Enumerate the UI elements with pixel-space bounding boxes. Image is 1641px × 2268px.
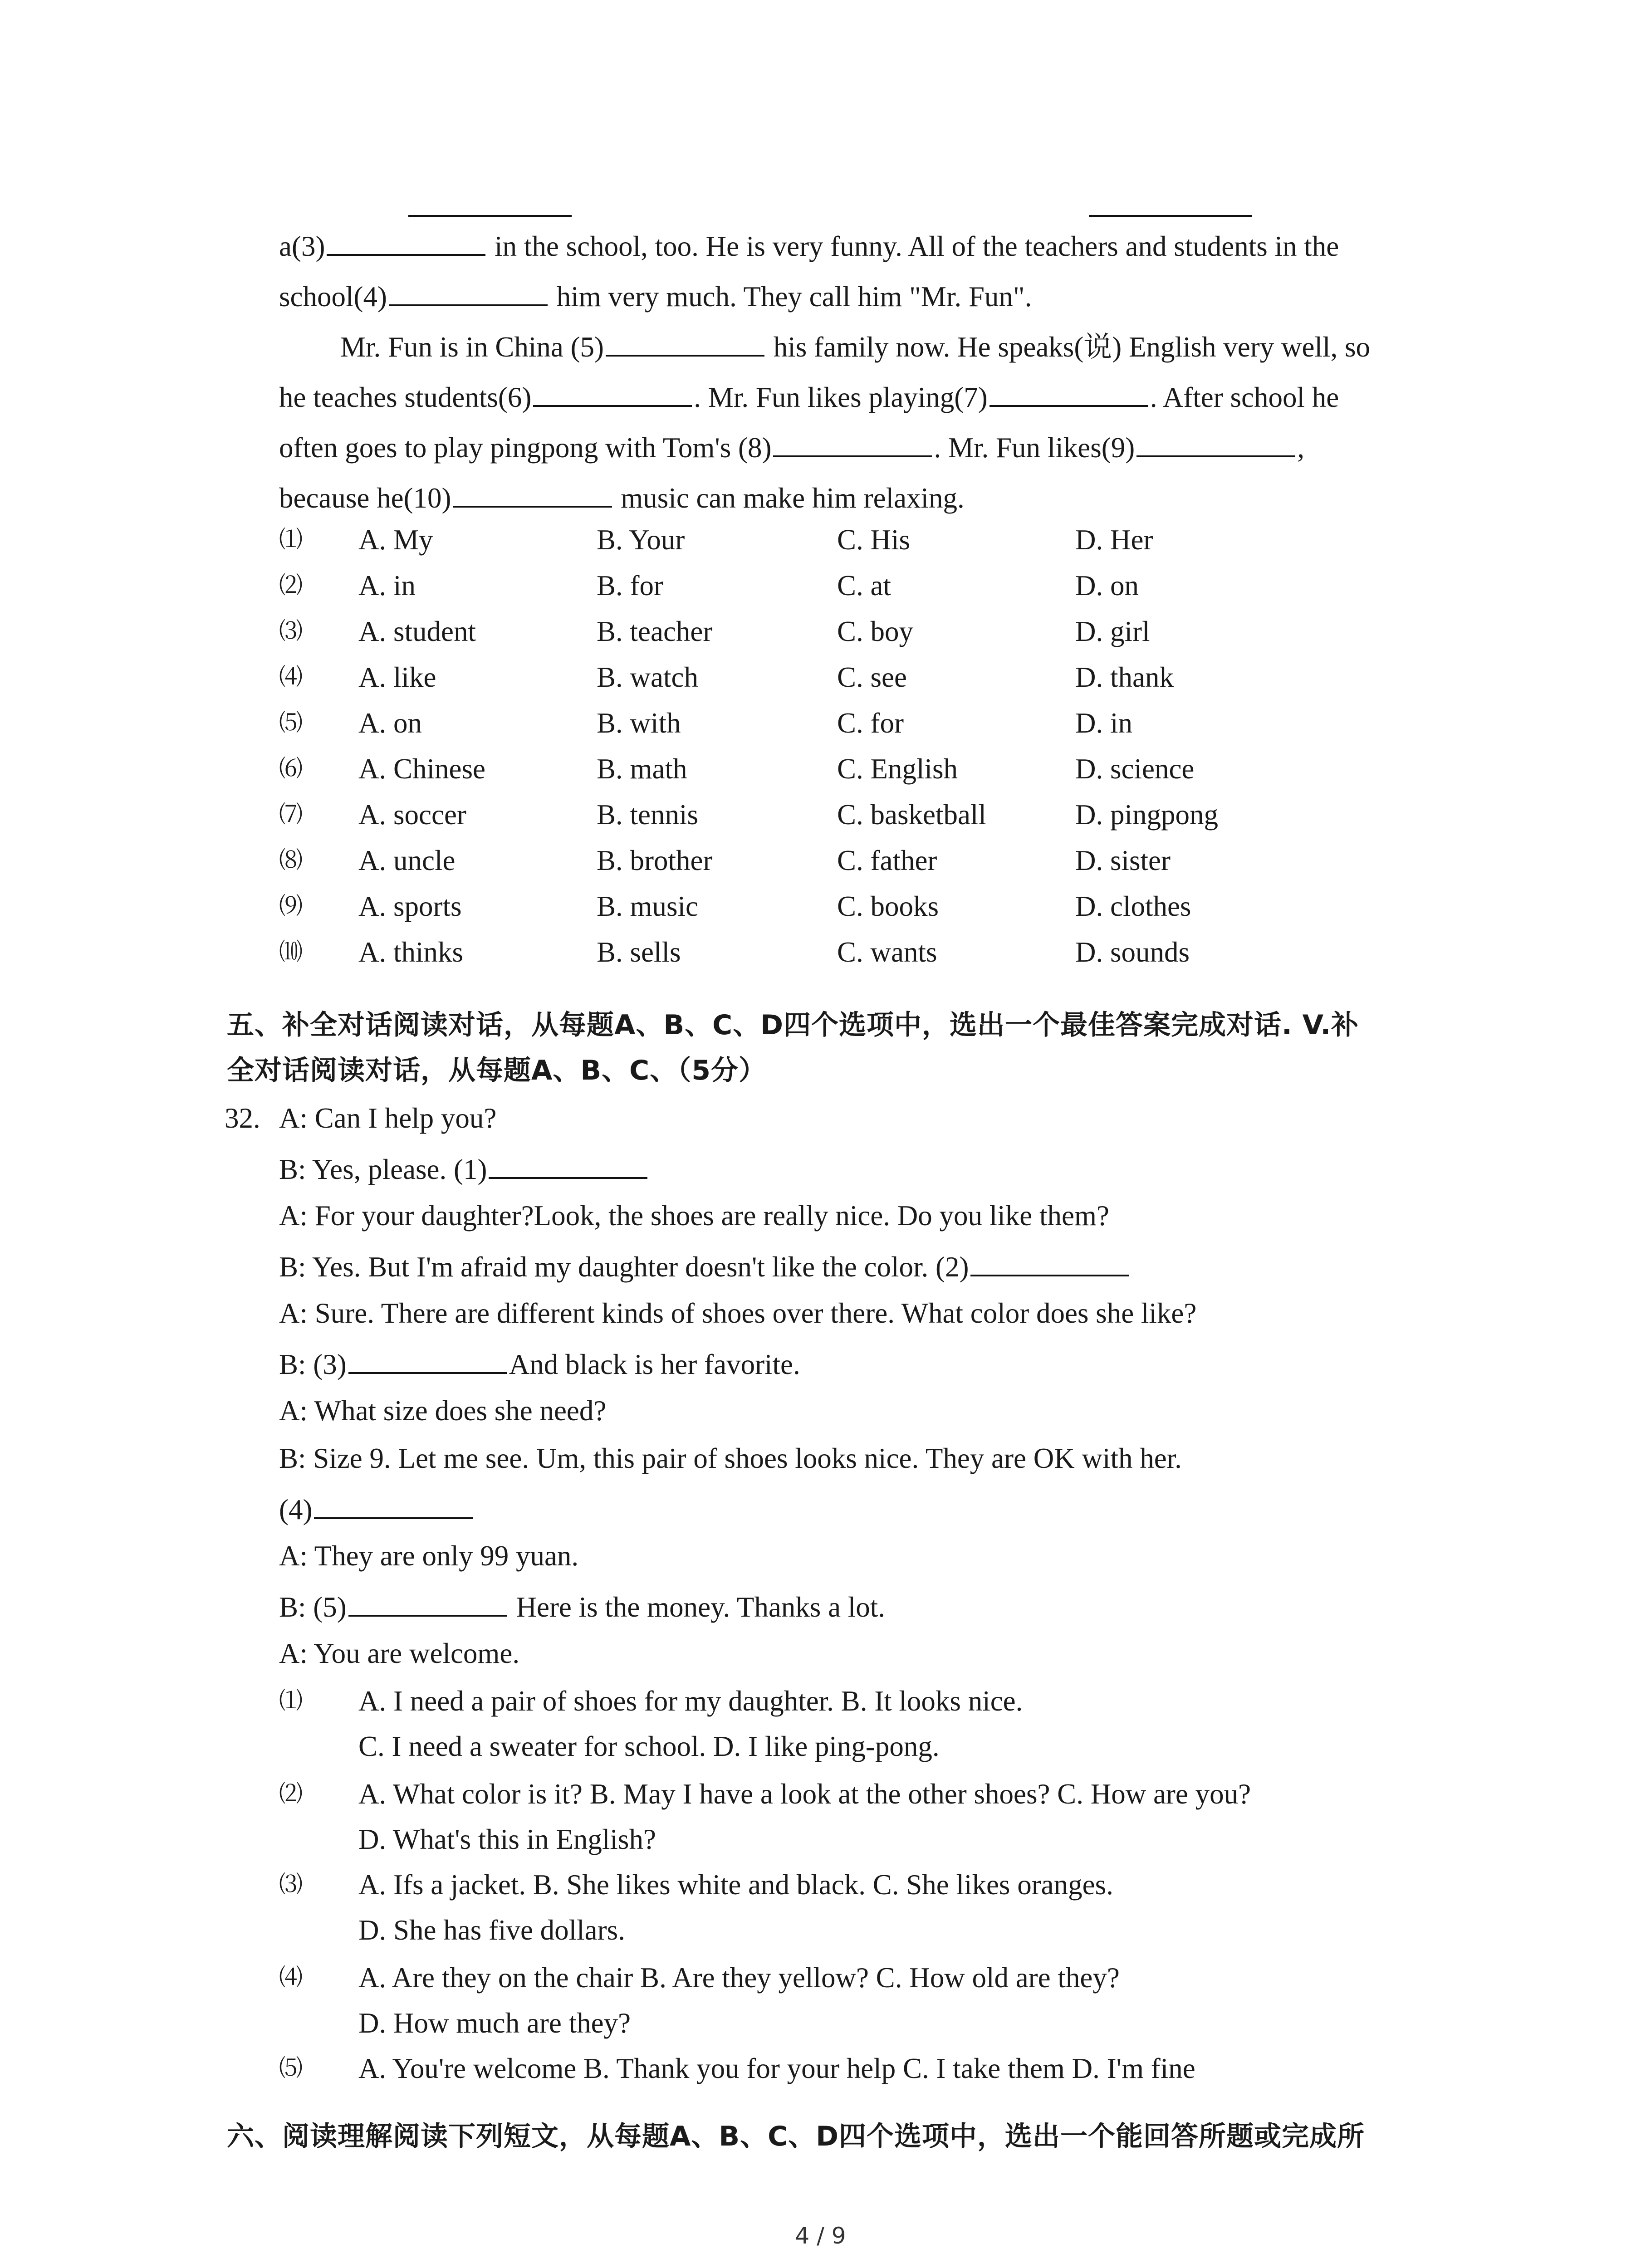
option-choice[interactable]: A. thinks [358, 936, 464, 968]
option-choices[interactable]: A. I need a pair of shoes for my daughter. B. It looks nice. [358, 1685, 1023, 1717]
option-number: ⑶ [279, 1871, 303, 1898]
option-choice[interactable]: A. like [358, 661, 436, 693]
option-number: ⑼ [279, 893, 303, 920]
option-choice[interactable]: D. thank [1075, 661, 1174, 693]
option-choice[interactable]: D. science [1075, 753, 1195, 785]
cloze-option-row [279, 705, 1459, 741]
page-number: 4 / 9 [795, 2223, 846, 2249]
blank-stub-left [408, 213, 572, 217]
cloze-option-row [279, 613, 1459, 650]
option-number: ⑸ [279, 2055, 303, 2082]
option-choice[interactable]: A. in [358, 570, 416, 601]
dialog-line: A: Can I help you? [279, 1102, 497, 1134]
dialog-option-row [279, 1683, 1481, 1719]
dialog-line: B: Size 9. Let me see. Um, this pair of shoes looks nice. They are OK with her. [279, 1442, 1182, 1474]
dialog-blank-1[interactable] [489, 1150, 647, 1179]
option-choice[interactable]: D. sounds [1075, 936, 1190, 968]
dialog-line: B: (3) And black is her favorite. [279, 1345, 1441, 1383]
blank-6[interactable] [533, 378, 692, 407]
dialog-line: A: What size does she need? [279, 1395, 607, 1427]
option-choices[interactable]: D. How much are they? [358, 2007, 631, 2039]
option-choice[interactable]: C. wants [837, 936, 937, 968]
dialog-option-row-cont [279, 1912, 1481, 1948]
dialog-line: A: For your daughter?Look, the shoes are really nice. Do you like them? [279, 1200, 1109, 1232]
cloze-option-row [279, 522, 1459, 558]
option-number: ⑵ [279, 572, 303, 599]
option-choice[interactable]: C. for [837, 707, 904, 739]
option-choice[interactable]: A. uncle [358, 845, 456, 876]
option-number: ⑹ [279, 755, 303, 782]
option-choice[interactable]: A. student [358, 616, 476, 647]
option-choice[interactable]: C. books [837, 890, 939, 922]
option-choice[interactable]: B. brother [597, 845, 713, 876]
option-choice[interactable]: C. see [837, 661, 907, 693]
option-choice[interactable]: D. girl [1075, 616, 1150, 647]
option-choice[interactable]: B. sells [597, 936, 681, 968]
option-choice[interactable]: C. at [837, 570, 891, 601]
blank-8[interactable] [773, 428, 932, 457]
option-number: ⑷ [279, 664, 303, 691]
passage-line: Mr. Fun is in China (5) his family now. He speaks(说) English very well, so [340, 327, 1441, 365]
dialog-blank-5[interactable] [348, 1588, 507, 1617]
dialog-option-row [279, 1776, 1481, 1812]
passage-line: school(4) him very much. They call him "Mr. Fun". [279, 277, 1441, 315]
dialog-option-row-cont [279, 1821, 1481, 1857]
dialog-option-row [279, 2050, 1481, 2087]
dialog-line: A: They are only 99 yuan. [279, 1540, 579, 1572]
option-number: ⑷ [279, 1964, 303, 1991]
dialog-blank-3[interactable] [348, 1345, 507, 1374]
option-number: ⑸ [279, 709, 303, 737]
option-choices[interactable]: A. Are they on the chair B. Are they yellow? C. How old are they? [358, 1962, 1120, 1994]
dialog-line: B: (5) Here is the money. Thanks a lot. [279, 1588, 1441, 1625]
dialog-blank-2[interactable] [970, 1247, 1129, 1276]
cloze-option-row [279, 934, 1459, 970]
cloze-option-row [279, 888, 1459, 924]
dialog-line: A: You are welcome. [279, 1637, 520, 1669]
dialog-blank-4[interactable] [314, 1490, 473, 1519]
option-choice[interactable]: B. for [597, 570, 663, 601]
option-choice[interactable]: B. tennis [597, 799, 699, 831]
option-choice[interactable]: C. basketball [837, 799, 986, 831]
dialog-option-row [279, 1867, 1481, 1903]
option-choice[interactable]: C. father [837, 845, 937, 876]
option-choice[interactable]: D. sister [1075, 845, 1171, 876]
dialog-line: B: Yes, please. (1) [279, 1150, 1441, 1188]
option-choice[interactable]: A. soccer [358, 799, 466, 831]
option-number: ⑴ [279, 526, 303, 553]
option-choice[interactable]: B. Your [597, 524, 685, 556]
section-5-heading: 五、补全对话阅读对话，从每题A、B、C、D四个选项中，选出一个最佳答案完成对话. V.补 [227, 1009, 1359, 1041]
option-choices[interactable]: A. You're welcome B. Thank you for your help C. I take them D. I'm fine [358, 2053, 1195, 2084]
passage-line: a(3) in the school, too. He is very funny. All of the teachers and students in the [279, 227, 1441, 264]
option-number: ⑴ [279, 1687, 303, 1715]
dialog-option-row [279, 1960, 1481, 1996]
option-choice[interactable]: C. boy [837, 616, 914, 647]
section-5-heading-cont: 全对话阅读对话，从每题A、B、C、（5分） [227, 1055, 766, 1086]
option-choices[interactable]: D. She has five dollars. [358, 1914, 625, 1946]
option-choices[interactable]: A. What color is it? B. May I have a look at the other shoes? C. How are you? [358, 1778, 1251, 1810]
cloze-option-row [279, 567, 1459, 604]
blank-stub-right [1089, 213, 1252, 217]
option-choice[interactable]: D. on [1075, 570, 1139, 601]
dialog-option-row-cont [279, 1728, 1481, 1765]
option-number: ⑶ [279, 618, 303, 645]
blank-3[interactable] [327, 227, 485, 256]
option-choice[interactable]: A. on [358, 707, 422, 739]
dialog-option-row-cont [279, 2005, 1481, 2041]
option-choice[interactable]: D. clothes [1075, 890, 1191, 922]
cloze-option-row [279, 659, 1459, 695]
dialog-line: A: Sure. There are different kinds of shoes over there. What color does she like? [279, 1297, 1197, 1329]
option-choice[interactable]: A. My [358, 524, 433, 556]
passage-line: often goes to play pingpong with Tom's (8) . Mr. Fun likes(9) , [279, 428, 1441, 466]
option-number: ⑵ [279, 1780, 303, 1808]
blank-5[interactable] [606, 327, 764, 357]
option-choice[interactable]: D. pingpong [1075, 799, 1218, 831]
cloze-option-row [279, 751, 1459, 787]
blank-4[interactable] [389, 277, 548, 306]
dialog-line: B: Yes. But I'm afraid my daughter doesn't like the color. (2) [279, 1247, 1441, 1285]
option-choice[interactable]: A. sports [358, 890, 462, 922]
section-6-heading: 六、阅读理解阅读下列短文，从每题A、B、C、D四个选项中，选出一个能回答所题或完成所 [227, 2121, 1365, 2152]
blank-7[interactable] [989, 378, 1148, 407]
option-number: ⑽ [279, 938, 303, 966]
question-number: 32. [225, 1102, 260, 1134]
option-number: ⑻ [279, 847, 303, 874]
option-choice[interactable]: B. music [597, 890, 699, 922]
blank-10[interactable] [453, 479, 612, 508]
option-choice[interactable]: B. math [597, 753, 687, 785]
passage-line: because he(10) music can make him relaxing. [279, 479, 1441, 516]
option-choice[interactable]: B. teacher [597, 616, 713, 647]
cloze-option-row [279, 842, 1459, 879]
option-choice[interactable]: D. Her [1075, 524, 1153, 556]
option-choice[interactable]: B. with [597, 707, 681, 739]
option-choices[interactable]: D. What's this in English? [358, 1823, 656, 1855]
cloze-option-row [279, 797, 1459, 833]
option-choice[interactable]: C. His [837, 524, 911, 556]
option-choices[interactable]: A. Ifs a jacket. B. She likes white and black. C. She likes oranges. [358, 1869, 1113, 1901]
option-choices[interactable]: C. I need a sweater for school. D. I like ping-pong. [358, 1730, 940, 1762]
dialog-line: (4) [279, 1490, 1441, 1528]
blank-9[interactable] [1136, 428, 1295, 457]
option-choice[interactable]: D. in [1075, 707, 1132, 739]
option-choice[interactable]: A. Chinese [358, 753, 485, 785]
option-choice[interactable]: C. English [837, 753, 958, 785]
option-choice[interactable]: B. watch [597, 661, 698, 693]
option-number: ⑺ [279, 801, 303, 828]
passage-line: he teaches students(6) . Mr. Fun likes playing(7) . After school he [279, 378, 1441, 415]
